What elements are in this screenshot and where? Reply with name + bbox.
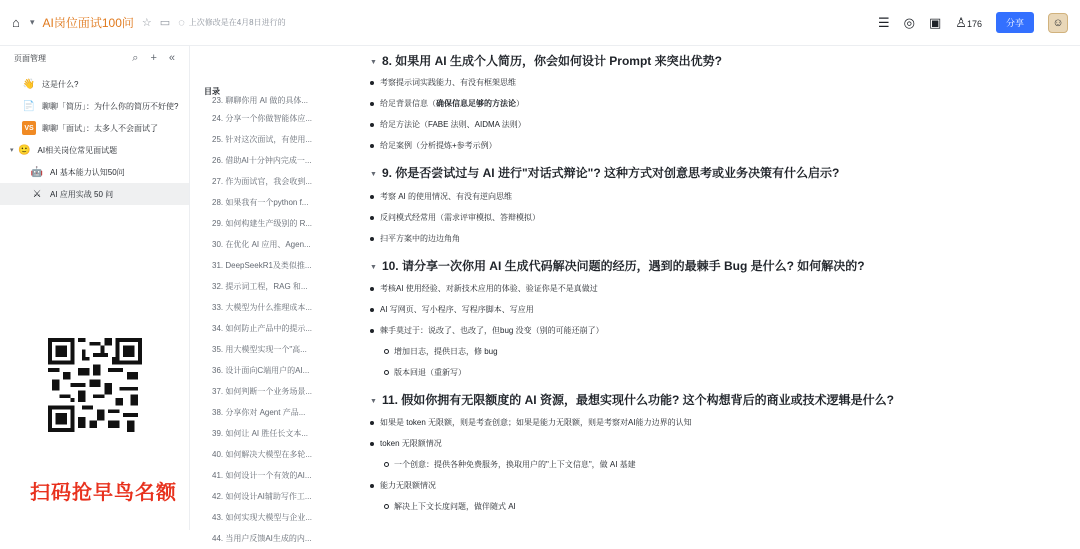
sidebar-item-resume[interactable] xyxy=(0,95,189,117)
sidebar-item-ai-practice[interactable] xyxy=(0,183,189,205)
toc-item[interactable]: 25. 针对这次面试，有使用... xyxy=(212,135,313,144)
top-bar xyxy=(0,0,1080,46)
list-item: 棘手莫过于：说改了、也改了，但bug 没变（别的可能还崩了） xyxy=(380,326,604,335)
collapse-icon[interactable]: « xyxy=(168,51,175,64)
collapse-triangle-icon[interactable]: ▼ xyxy=(370,171,377,178)
check-circle-icon: ◌ xyxy=(178,16,185,29)
list-item: 考察 AI 的使用情况、有没有逆向思维 xyxy=(380,192,513,201)
menu-icon[interactable]: ☰ xyxy=(878,14,890,30)
toc-item[interactable]: 32. 提示词工程，RAG 和... xyxy=(212,282,308,291)
toc-item[interactable]: 30. 在优化 AI 应用、Agen... xyxy=(212,240,311,249)
collapse-triangle-icon[interactable]: ▼ xyxy=(370,264,377,271)
sub-list-item: 增加日志，提供日志，修 bug xyxy=(394,347,498,356)
toc-item[interactable]: 24. 分享一个你做智能体应... xyxy=(212,114,313,123)
toc-item[interactable]: 28. 如果我有一个python f... xyxy=(212,198,309,207)
list-item: 给足方法论（FABE 法则、AIDMA 法则） xyxy=(380,120,526,129)
sidebar-item-intro[interactable] xyxy=(0,73,189,95)
sidebar-item-label: 这是什么? xyxy=(42,79,79,89)
share-button[interactable]: 分享 xyxy=(996,12,1034,33)
toc-item[interactable]: 23. 聊聊你用 AI 做的具体... xyxy=(212,96,309,105)
home-icon[interactable]: ⌂ xyxy=(12,14,20,30)
list-item: 考核AI 使用经验、对新技术应用的体验、验证你是不是真做过 xyxy=(380,284,598,293)
wave-icon: 👋 xyxy=(22,78,36,90)
sidebar-item-interview[interactable] xyxy=(0,117,189,139)
list-item: 给足案例（分析提炼+参考示例） xyxy=(380,141,497,150)
star-icon[interactable]: ☆ xyxy=(141,17,152,29)
promo-caption: 扫码抢早鸟名额 xyxy=(30,482,177,504)
sidebar-item-label: 聊聊「面试」：太多人不会面试了 xyxy=(42,123,158,133)
heading-q11[interactable]: ▼ 11. 假如你拥有无限额度的 AI 资源，最想实现什么功能? 这个构想背后的商业或技术逻辑是什么? xyxy=(370,393,894,407)
chevron-down-icon[interactable]: ▾ xyxy=(10,147,14,154)
toc-item[interactable]: 29. 如何构建生产级别的 R... xyxy=(212,219,313,228)
sidebar-header xyxy=(0,47,189,69)
document-title[interactable]: AI岗位面试100问 xyxy=(42,16,134,30)
toc-item[interactable]: 37. 如何判断一个业务场景... xyxy=(212,387,313,396)
toc-item[interactable]: 35. 用大模型实现一个"高... xyxy=(212,345,307,354)
avatar[interactable]: ☺ xyxy=(1048,13,1068,33)
collapse-triangle-icon[interactable]: ▼ xyxy=(370,59,377,66)
qr-code xyxy=(48,338,142,432)
sidebar-item-label: AI 基本能力认知50问 xyxy=(50,167,125,177)
sidebar-item-label: AI相关岗位常见面试题 xyxy=(37,145,118,155)
list-item: AI 写网页、写小程序、写程序脚本、写应用 xyxy=(380,305,534,314)
sidebar-item-label: AI 应用实战 50 问 xyxy=(50,189,114,199)
chevron-down-icon[interactable]: ▾ xyxy=(30,17,35,27)
toc-item[interactable]: 27. 作为面试官，我会收到... xyxy=(212,177,313,186)
robot-icon: 🤖 xyxy=(30,166,44,178)
toc-item[interactable]: 33. 大模型为什么推理成本... xyxy=(212,303,313,312)
top-bar-actions xyxy=(878,12,1068,33)
member-count: 176 xyxy=(966,18,982,29)
sidebar-item-ai-basics[interactable] xyxy=(0,161,189,183)
search-icon[interactable]: ⌕ xyxy=(132,51,139,64)
toc-list xyxy=(212,98,360,549)
toc-item[interactable]: 34. 如何防止产品中的提示... xyxy=(212,324,313,333)
collapse-triangle-icon[interactable]: ▼ xyxy=(370,398,377,405)
list-item: 考察提示词实践能力、有没有框架思维 xyxy=(380,78,516,87)
sidebar-group-ai-questions[interactable] xyxy=(0,139,189,161)
user-icon[interactable]: ♙176 xyxy=(955,14,982,30)
page-sidebar xyxy=(0,46,190,530)
heading-q10[interactable]: ▼ 10. 请分享一次你用 AI 生成代码解决问题的经历，遇到的最棘手 Bug 是什么? 如何解决的? xyxy=(370,259,865,273)
sidebar-item-label: 聊聊「简历」：为什么你的简历不好使? xyxy=(42,101,179,111)
toc-item[interactable]: 44. 当用户反馈AI生成的内... xyxy=(212,534,312,543)
toc-item[interactable]: 41. 如何设计一个有效的AI... xyxy=(212,471,312,480)
toc-item[interactable]: 38. 分享你对 Agent 产品... xyxy=(212,408,306,417)
sidebar-title: 页面管理 xyxy=(14,53,46,63)
document-body xyxy=(362,46,1080,530)
toc-item[interactable]: 43. 如何实现大模型与企业... xyxy=(212,513,313,522)
list-item: 能力无限额情况 xyxy=(380,481,436,490)
vs-icon: VS xyxy=(22,121,36,135)
toc-item[interactable]: 39. 如何让 AI 胜任长文本... xyxy=(212,429,309,438)
list-item: 给足背景信息（确保信息足够的方法论） xyxy=(380,99,524,108)
table-of-contents xyxy=(190,46,360,543)
sub-list-item: 一个创意：提供各种免费服务，换取用户的"上下文信息"，做 AI 基建 xyxy=(394,460,636,469)
face-icon: 🙂 xyxy=(18,144,31,156)
swords-icon: ⚔ xyxy=(32,188,42,200)
last-edit-text: 上次修改是在4月8日进行的 xyxy=(188,18,286,27)
heading-q8[interactable]: ▼ 8. 如果用 AI 生成个人简历，你会如何设计 Prompt 来突出优势? xyxy=(370,54,722,68)
folder-icon[interactable]: ▭ xyxy=(159,17,171,29)
list-item: 如果是 token 无限额，则是考查创意；如果是能力无限额，则是考察对AI能力边界的认知 xyxy=(380,418,692,427)
heading-q9[interactable]: ▼ 9. 你是否尝试过与 AI 进行"对话式辩论"? 这种方式对创意思考或业务决策有什么启示? xyxy=(370,166,840,180)
comment-icon[interactable]: ▣ xyxy=(929,14,942,30)
theme-icon[interactable]: ◎ xyxy=(903,14,915,30)
toc-item[interactable]: 26. 借助AI十分钟内完成一... xyxy=(212,156,312,165)
list-item: 反问模式经常用（需求评审模拟、答辩模拟） xyxy=(380,213,540,222)
list-item: token 无限额情况 xyxy=(380,439,442,448)
sub-list-item: 解决上下文长度问题，做伴随式 AI xyxy=(394,502,516,511)
list-item: 扫平方案中的边边角角 xyxy=(380,234,460,243)
toc-item[interactable]: 42. 如何设计AI辅助写作工... xyxy=(212,492,312,501)
sub-list-item: 版本回退（重新写） xyxy=(394,368,466,377)
toc-title: 目录 xyxy=(204,87,220,96)
toc-item[interactable]: 40. 如何解决大模型在多轮... xyxy=(212,450,313,459)
document-icon: 📄 xyxy=(22,100,36,112)
toc-item[interactable]: 31. DeepSeekR1及类似推... xyxy=(212,261,312,270)
toc-item[interactable]: 36. 设计面向C端用户的AI... xyxy=(212,366,310,375)
plus-icon[interactable]: + xyxy=(150,51,157,64)
